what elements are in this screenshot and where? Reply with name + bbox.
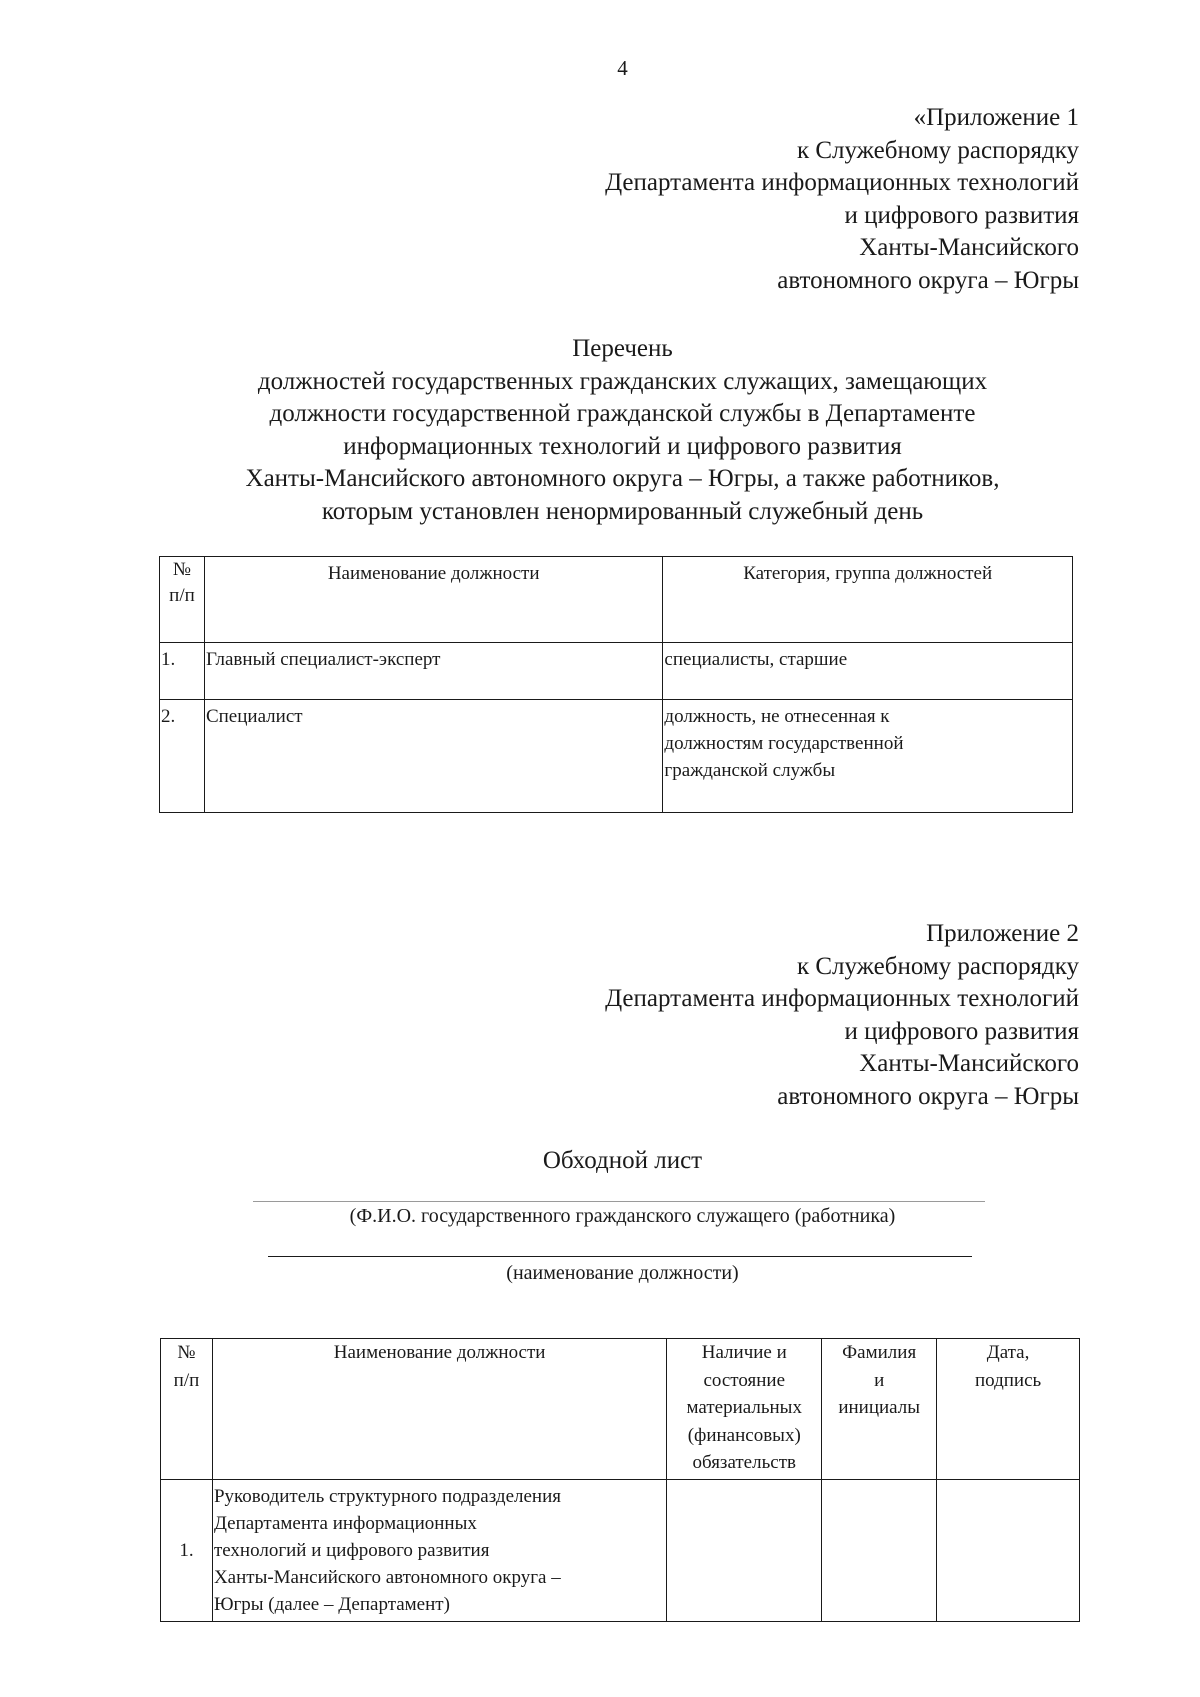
header-number-line: п/п <box>169 585 195 606</box>
appendix-2-line: к Служебному распорядку <box>796 952 1079 980</box>
list-title-line: Ханты-Мансийского автономного округа – Югры, а также работников, <box>245 465 1000 492</box>
header-position: Наименование должности <box>204 557 662 643</box>
header-number <box>161 1339 213 1480</box>
name-caption: (Ф.И.О. государственного гражданского служащего (работника) <box>349 1205 896 1227</box>
header-date-line: подпись <box>974 1369 1042 1391</box>
row-number: 1. <box>161 1479 213 1621</box>
row-category-line: должность, не отнесенная к <box>664 706 890 727</box>
appendix-1-line: Департамента информационных технологий <box>605 169 1079 196</box>
appendix-2-line: Департамента информационных технологий <box>605 985 1079 1012</box>
row-position-line: Ханты-Мансийского автономного округа – <box>213 1566 561 1588</box>
list-title <box>0 333 1200 528</box>
row-category <box>663 700 1073 813</box>
appendix-2-line: Ханты-Мансийского <box>859 1050 1079 1077</box>
list-title-line: должности государственной гражданской службы в Департаменте <box>269 400 976 427</box>
row-position: Специалист <box>204 700 662 813</box>
appendix-1-header <box>605 102 1079 297</box>
bypass-sheet-title: Обходной лист <box>542 1147 703 1174</box>
appendix-1-line: Ханты-Мансийского <box>859 234 1079 261</box>
row-position-line: Югры (далее – Департамент) <box>213 1593 450 1615</box>
header-name-line: инициалы <box>838 1397 921 1418</box>
row-category <box>663 643 1073 700</box>
header-name-line: и <box>874 1369 885 1391</box>
header-category: Категория, группа должностей <box>663 557 1073 643</box>
list-title-line: должностей государственных гражданских служащих, замещающих <box>257 367 988 395</box>
header-number-line: п/п <box>173 1369 200 1391</box>
table-row <box>160 700 1073 813</box>
row-number: 1. <box>160 643 205 700</box>
row-position-line: Департамента информационных <box>213 1512 477 1534</box>
header-date <box>937 1339 1080 1480</box>
position-blank-line <box>268 1256 972 1257</box>
row-position-line: технологий и цифрового развития <box>213 1539 490 1561</box>
appendix-2-line: автономного округа – Югры <box>777 1082 1079 1110</box>
appendix-1-line: «Приложение 1 <box>913 104 1079 131</box>
list-title-line: информационных технологий и цифрового развития <box>343 432 902 460</box>
header-liabilities <box>667 1339 822 1480</box>
row-position <box>212 1479 666 1621</box>
header-liabilities-line: состояние <box>703 1369 786 1391</box>
header-position: Наименование должности <box>212 1339 666 1480</box>
list-title-line: которым установлен ненормированный служебный день <box>321 497 924 525</box>
header-date-line: Дата, <box>986 1342 1030 1363</box>
positions-table <box>159 556 1073 813</box>
list-heading: Перечень <box>572 335 673 362</box>
row-name <box>822 1479 937 1621</box>
appendix-1-line: к Служебному распорядку <box>796 136 1079 164</box>
row-category-line: специалисты, старшие <box>664 649 848 670</box>
header-liabilities-line: обязательств <box>692 1452 796 1473</box>
row-position-line: Руководитель структурного подразделения <box>213 1485 561 1507</box>
row-number: 2. <box>160 700 205 813</box>
table-header-row <box>161 1339 1080 1480</box>
bypass-table <box>160 1338 1080 1622</box>
header-liabilities-line: Наличие и <box>701 1342 787 1363</box>
table-row <box>161 1479 1080 1621</box>
row-category-line: должностям государственной <box>664 733 904 754</box>
header-name-line: Фамилия <box>842 1342 917 1363</box>
header-liabilities-line: материальных <box>686 1397 802 1418</box>
header-name <box>822 1339 937 1480</box>
name-blank-line <box>253 1201 985 1202</box>
row-category-line: гражданской службы <box>664 760 836 781</box>
header-number-line: № <box>177 1342 196 1363</box>
header-number <box>160 557 205 643</box>
appendix-2-line: Приложение 2 <box>926 920 1079 947</box>
appendix-2-header <box>605 918 1079 1113</box>
row-liabilities <box>667 1479 822 1621</box>
appendix-1-line: автономного округа – Югры <box>777 266 1079 294</box>
header-number-line: № <box>172 559 192 580</box>
appendix-2-line: и цифрового развития <box>844 1017 1079 1045</box>
position-caption: (наименование должности) <box>506 1262 739 1284</box>
row-date <box>937 1479 1080 1621</box>
table-row <box>160 643 1073 700</box>
appendix-1-line: и цифрового развития <box>844 201 1079 229</box>
header-liabilities-line: (финансовых) <box>687 1424 801 1446</box>
row-position: Главный специалист-эксперт <box>204 643 662 700</box>
page-number: 4 <box>617 56 628 80</box>
table-header-row <box>160 557 1073 643</box>
